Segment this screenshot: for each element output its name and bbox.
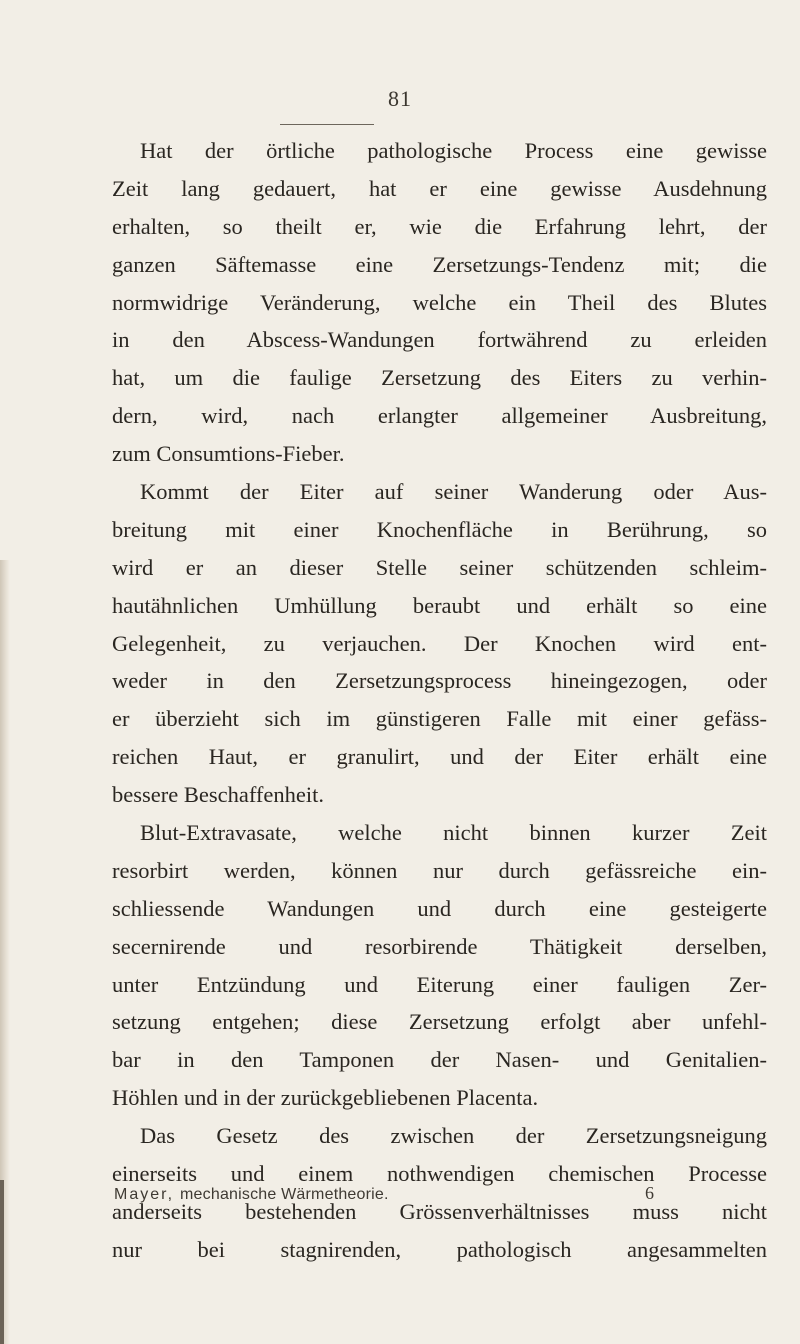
text-line: schliessende Wandungen und durch eine gesteigerte — [112, 895, 767, 921]
text-line: hautähnlichen Umhüllung beraubt und erhält so eine — [112, 592, 767, 618]
text-line: zum Consumtions-Fieber. — [112, 441, 345, 467]
text-line: Zeit lang gedauert, hat er eine gewisse Ausdehnung — [112, 175, 767, 201]
text-line: weder in den Zersetzungsprocess hineingezogen, oder — [112, 668, 767, 694]
text-line: bar in den Tamponen der Nasen- und Genitalien- — [112, 1047, 767, 1073]
text-line: dern, wird, nach erlangter allgemeiner Ausbreitung, — [112, 403, 767, 429]
header-rule — [280, 124, 374, 125]
text-line: wird er an dieser Stelle seiner schützenden schleim- — [112, 554, 767, 580]
text-line: resorbirt werden, können nur durch gefässreiche ein- — [112, 857, 767, 883]
text-line: Gelegenheit, zu verjauchen. Der Knochen wird ent- — [112, 630, 767, 656]
page-number: 81 — [388, 86, 412, 111]
text-line: Höhlen und in der zurückgebliebenen Placenta. — [112, 1085, 539, 1111]
footer-book-title: mechanische Wärmetheorie. — [180, 1186, 389, 1203]
text-line: bessere Beschaffenheit. — [112, 782, 324, 808]
text-line: setzung entgehen; diese Zersetzung erfolgt aber unfehl- — [112, 1009, 767, 1035]
text-line: Blut-Extravasate, welche nicht binnen kurzer Zeit — [140, 820, 767, 846]
text-line: hat, um die faulige Zersetzung des Eiters zu verhin- — [112, 365, 767, 391]
text-line: in den Abscess-Wandungen fortwährend zu erleiden — [112, 327, 767, 353]
text-line: anderseits bestehenden Grössenverhältnisses muss nicht — [112, 1198, 767, 1224]
page-footer — [114, 1183, 654, 1204]
text-line: reichen Haut, er granulirt, und der Eiter erhält eine — [112, 744, 767, 770]
text-line: Kommt der Eiter auf seiner Wanderung oder Aus- — [140, 479, 767, 505]
text-line: er überzieht sich im günstigeren Falle mit einer gefäss- — [112, 706, 767, 732]
text-line: Hat der örtliche pathologische Process eine gewisse — [140, 138, 767, 163]
body-text — [112, 132, 767, 1269]
text-line: ganzen Säftemasse eine Zersetzungs-Tendenz mit; die — [112, 251, 767, 277]
text-line: einerseits und einem nothwendigen chemischen Processe — [112, 1161, 767, 1187]
footer-author: Mayer, — [114, 1186, 175, 1203]
text-line: secernirende und resorbirende Thätigkeit derselben, — [112, 933, 767, 959]
page-edge-dark-strip — [0, 1180, 4, 1344]
text-line: nur bei stagnirenden, pathologisch angesammelten — [112, 1236, 767, 1262]
text-line: unter Entzündung und Eiterung einer fauligen Zer- — [112, 971, 767, 997]
text-line: erhalten, so theilt er, wie die Erfahrung lehrt, der — [112, 213, 767, 239]
text-line: breitung mit einer Knochenfläche in Berührung, so — [112, 516, 767, 542]
footer-signature-mark: 6 — [645, 1183, 654, 1203]
text-line: normwidrige Veränderung, welche ein Theil des Blutes — [112, 289, 767, 315]
text-line: Das Gesetz des zwischen der Zersetzungsneigung — [140, 1123, 767, 1149]
